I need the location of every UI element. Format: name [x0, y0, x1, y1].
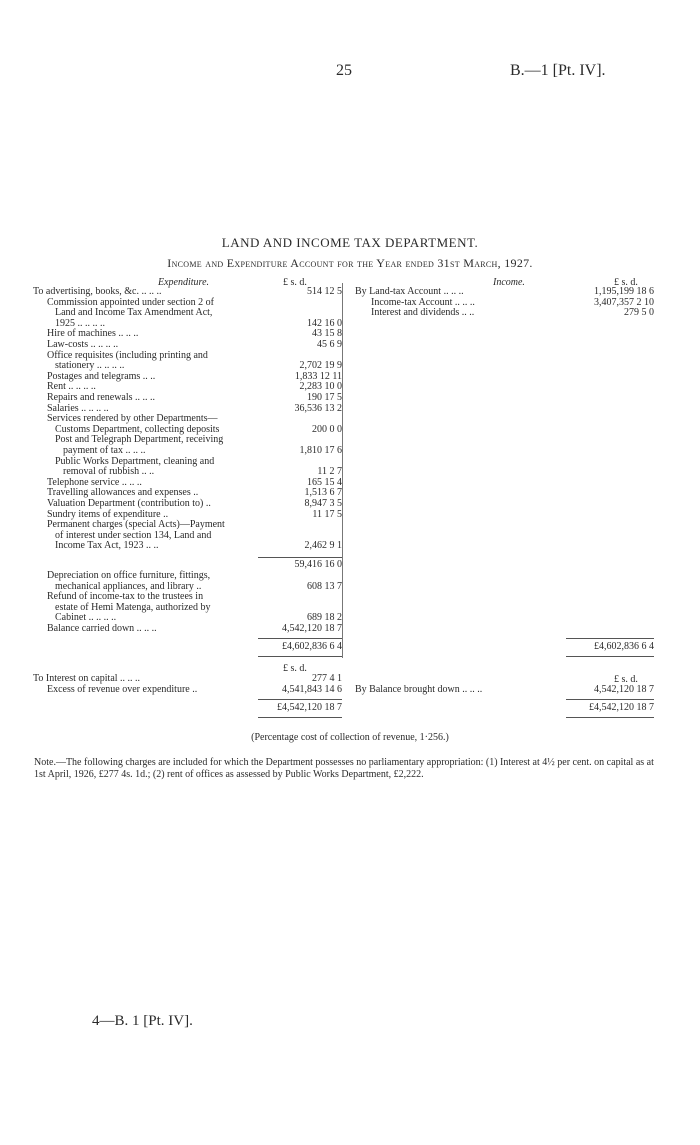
expenditure-item-text: payment of tax .. .. .. [63, 445, 146, 456]
expenditure-item-text: Repairs and renewals .. .. .. [47, 392, 156, 403]
expenditure-2-item-amount: 4,542,120 18 7 [282, 623, 342, 634]
second-total-rule-left-top [258, 699, 342, 700]
total-rule-right-bottom [566, 656, 654, 657]
expenditure-2-item-text: estate of Hemi Matenga, authorized by [55, 601, 211, 613]
expenditure-item-text: 1925 .. .. .. .. [55, 317, 105, 329]
expenditure-item-amount: 2,283 10 0 [299, 381, 342, 393]
second-account-item-text: To Interest on capital .. .. .. [33, 673, 141, 684]
expenditure-item-amount: 190 17 5 [307, 392, 342, 403]
expenditure-item-text: Permanent charges (special Acts)—Payment [47, 519, 225, 531]
expenditure-item-text: Telephone service .. .. .. [47, 476, 142, 488]
income-total: £4,602,836 6 4 [594, 641, 654, 652]
expenditure-currency-heading: £ s. d. [283, 277, 307, 288]
subtotal-rule [258, 557, 342, 558]
income-item-amount: 3,407,357 2 10 [594, 296, 654, 308]
expenditure-item-amount: 165 15 4 [307, 476, 342, 488]
expenditure-item-amount: 8,947 3 5 [304, 498, 342, 509]
total-rule-right-top [566, 638, 654, 639]
expenditure-item-text: Public Works Department, cleaning and [55, 455, 215, 467]
expenditure-2-item-text: mechanical appliances, and library .. [55, 580, 202, 592]
expenditure-item-text: Valuation Department (contribution to) .. [47, 498, 211, 509]
second-account-item-amount: 277 4 1 [312, 673, 342, 684]
second-account-item-amount: 4,541,843 14 6 [282, 683, 342, 695]
expenditure-2-item-text: Depreciation on office furniture, fittings, [47, 570, 211, 581]
second-total-rule-left-bottom [258, 717, 342, 718]
expenditure-item-text: Sundry items of expenditure .. [47, 508, 169, 520]
expenditure-item-amount: 43 15 8 [312, 328, 342, 340]
second-total-rule-right-top [566, 699, 654, 700]
footnote: Note.—The following charges are included for which the Department possesses no parliamentary appropriation: (1) Interest at 4½ per cent. on capital as at 1st April, 1926, £277 4s. 1d.; (2) rent of offices as assessed by Public Works Department, £2,222. [34, 757, 654, 780]
expenditure-2-item-text: Cabinet .. .. .. .. [55, 612, 117, 624]
expenditure-item-text: Customs Department, collecting deposits [55, 423, 220, 435]
expenditure-item-amount: 36,536 13 2 [294, 402, 342, 414]
income-item-text: Income-tax Account .. .. .. [371, 296, 475, 308]
income-item-text: By Land-tax Account .. .. .. [355, 286, 464, 297]
expenditure-item-text: Hire of machines .. .. .. [47, 328, 139, 340]
income-heading: Income. [493, 277, 525, 288]
expenditure-item-text: Law-costs .. .. .. .. [47, 339, 119, 350]
expenditure-item-text: removal of rubbish .. .. [63, 466, 155, 478]
income-item-amount: 1,195,199 18 6 [594, 286, 654, 297]
expenditure-item-text: stationery .. .. .. .. [55, 360, 125, 372]
income-item-amount: 279 5 0 [624, 307, 654, 319]
expenditure-2-item-amount: 608 13 7 [307, 580, 342, 592]
expenditure-item-amount: 514 12 5 [307, 286, 342, 297]
total-rule-left-bottom [258, 656, 342, 657]
page-title: LAND AND INCOME TAX DEPARTMENT. [221, 235, 479, 250]
expenditure-2-item-amount: 689 18 2 [307, 612, 342, 624]
expenditure-item-amount: 2,462 9 1 [304, 540, 342, 552]
expenditure-item-amount: 1,513 6 7 [304, 487, 342, 499]
second-account-currency-heading-right: £ s. d. [614, 674, 638, 685]
expenditure-item-text: To advertising, books, &c. .. .. .. [33, 286, 162, 297]
expenditure-item-amount: 2,702 19 9 [299, 360, 342, 372]
expenditure-item-text: Salaries .. .. .. .. [47, 402, 109, 414]
account-subtitle: Income and Expenditure Account for the Year ended 31st March, 1927. [167, 256, 533, 270]
expenditure-item-amount: 200 0 0 [312, 423, 342, 435]
expenditure-2-item-text: Balance carried down .. .. .. [47, 623, 157, 634]
expenditure-item-text: Travelling allowances and expenses .. [47, 487, 199, 499]
income-item-text: Interest and dividends .. .. [371, 307, 475, 319]
expenditure-item-text: Rent .. .. .. .. [47, 381, 96, 393]
percentage-note: (Percentage cost of collection of revenue, 1·256.) [251, 732, 449, 743]
second-account-total-left: £4,542,120 18 7 [277, 702, 342, 713]
page-number: 25 [336, 62, 352, 79]
expenditure-item-text: Commission appointed under section 2 of [47, 296, 214, 308]
second-account-item-text: Excess of revenue over expenditure .. [47, 683, 198, 695]
expenditure-item-amount: 1,810 17 6 [299, 445, 342, 456]
expenditure-item-amount: 1,833 12 11 [294, 370, 342, 382]
expenditure-item-text: of interest under section 134, Land and [55, 529, 212, 541]
expenditure-item-text: Income Tax Act, 1923 .. .. [55, 540, 159, 552]
expenditure-item-text: Postages and telegrams .. .. [47, 370, 156, 382]
expenditure-item-text: Office requisites (including printing and [47, 349, 208, 361]
income-currency-heading: £ s. d. [614, 277, 638, 288]
total-rule-left-top [258, 638, 342, 639]
second-account-currency-heading: £ s. d. [283, 663, 307, 674]
expenditure-item-amount: 142 16 0 [307, 317, 342, 329]
page-footer: 4—B. 1 [Pt. IV]. [92, 1013, 193, 1029]
expenditure-item-amount: 45 6 9 [317, 339, 342, 350]
second-account-total-right: £4,542,120 18 7 [589, 702, 654, 713]
document-reference: B.—1 [Pt. IV]. [510, 62, 606, 79]
balance-brought-down-label: By Balance brought down .. .. .. [355, 684, 483, 695]
second-total-rule-right-bottom [566, 717, 654, 718]
expenditure-item-text: Land and Income Tax Amendment Act, [55, 307, 213, 319]
expenditure-item-amount: 11 17 5 [312, 508, 342, 520]
expenditure-2-item-text: Refund of income-tax to the trustees in [47, 591, 204, 603]
expenditure-subtotal: 59,416 16 0 [294, 559, 342, 570]
expenditure-heading: Expenditure. [158, 277, 210, 288]
column-divider [342, 283, 343, 658]
expenditure-item-text: Post and Telegraph Department, receiving [55, 434, 224, 446]
expenditure-total: £4,602,836 6 4 [282, 641, 342, 652]
expenditure-item-text: Services rendered by other Departments— [47, 413, 218, 425]
expenditure-item-amount: 11 2 7 [317, 466, 342, 478]
balance-brought-down-amount: 4,542,120 18 7 [594, 684, 654, 695]
